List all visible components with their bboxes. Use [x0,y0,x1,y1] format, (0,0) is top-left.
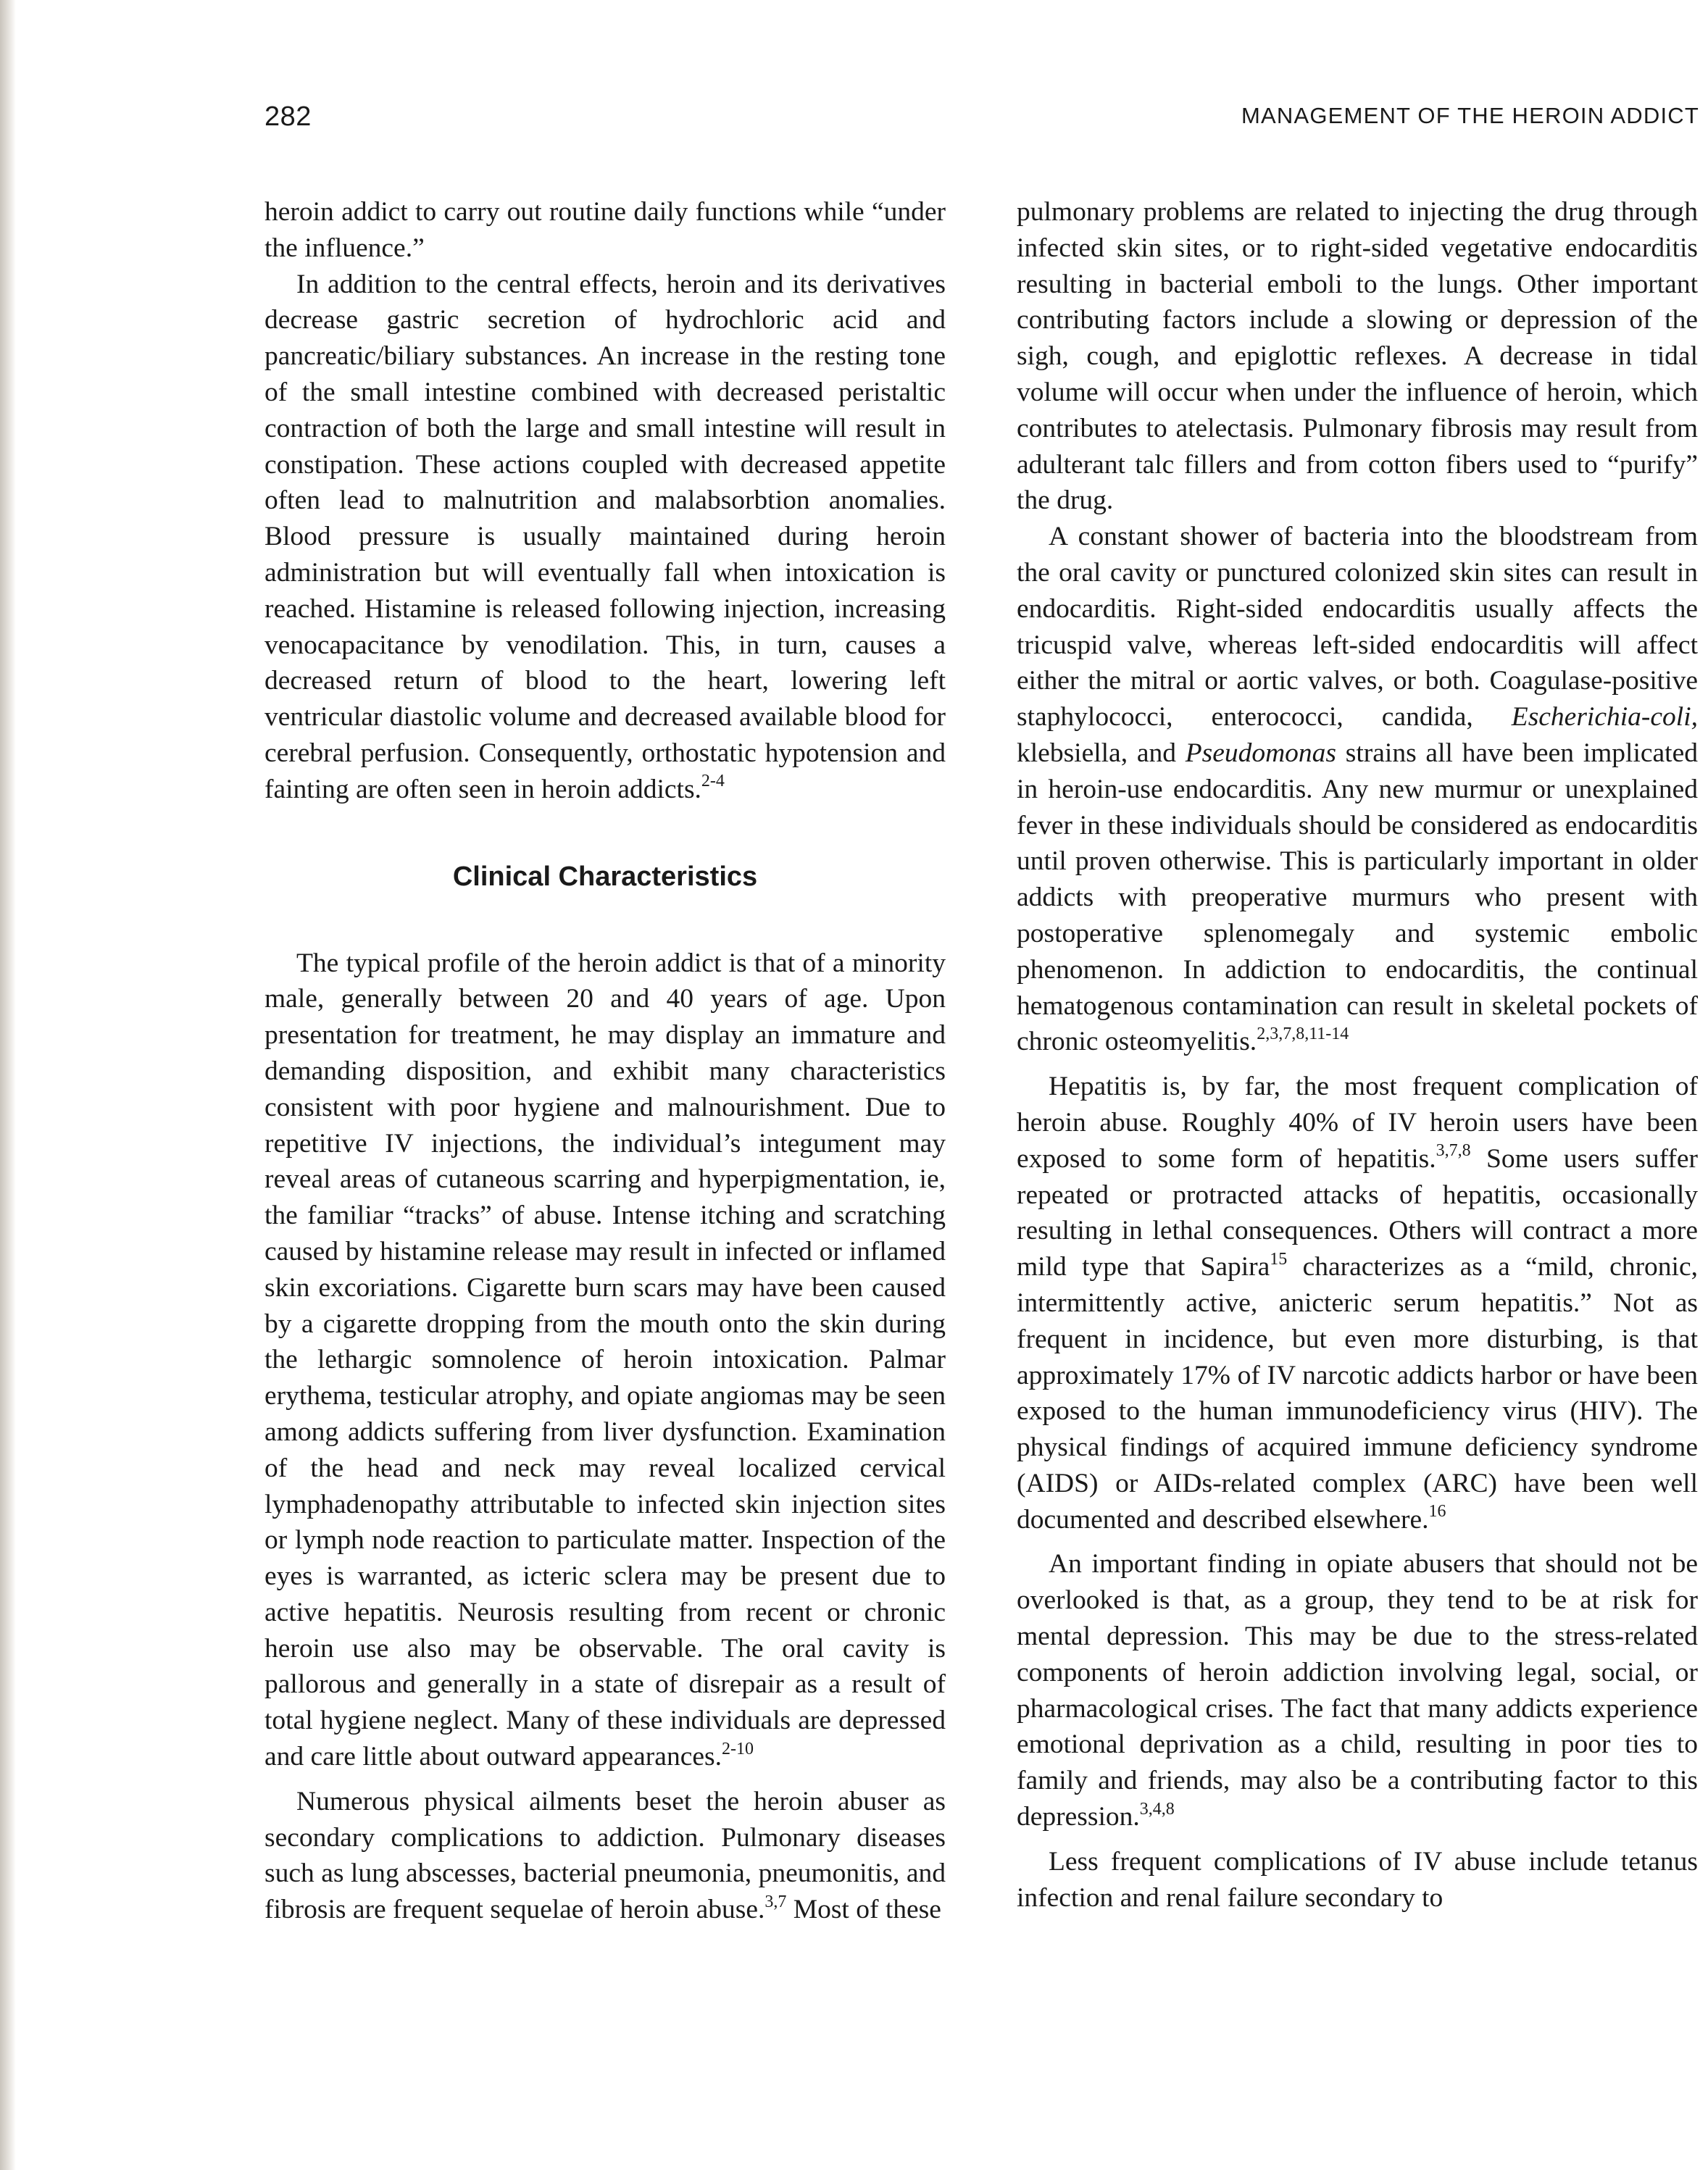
paragraph-text: strains all have been implicated in heroin-use endocarditis. Any new murmur or unexplained fever in these individuals should be considered as endocarditis until proven otherwise. This is particularly important in older addicts with preoperative murmurs who present with postoperative splenomegaly and systemic embolic phenomenon. In addiction to endocarditis, the continual hematogenous contamination can result in skeletal pockets of chronic osteomyelitis. [1017,738,1698,1057]
paragraph-text: Numerous physical ailments beset the heroin abuser as secondary complications to addiction. Pulmonary diseases such as lung abscesses, bacterial pneumonia, pneumonitis, and fibrosis are frequent sequelae of heroin abuse. [264,1786,946,1925]
paragraph-text: Less frequent complications of IV abuse include tetanus infection and renal failure secondary to [1017,1846,1698,1913]
section-heading: Clinical Characteristics [452,861,758,892]
paragraph-text: Hepatitis is, by far, the most frequent complication of heroin abuse. Roughly 40% of IV heroin users have been exposed to some form of hepatitis. [1017,1072,1698,1174]
left-column [264,194,946,1928]
page-number: 282 [264,101,312,132]
citation-ref: 3,7,8 [1436,1141,1471,1161]
citation-ref: 2-10 [721,1739,754,1758]
paragraph [264,267,946,808]
paragraph-text: A constant shower of bacteria into the bloodstream from the oral cavity or punctured colonized skin sites can result in endocarditis. Right-sided endocarditis usually affects the tricuspid valve, whereas left-sided endocarditis will affect either the mitral or aortic valves, or both. Coagulase-positive staphylococci, enterococci, candida, [1017,522,1698,733]
paragraph-text: heroin addict to carry out routine daily functions while “under the influence.” [264,197,946,263]
running-head [264,101,1699,138]
citation-ref: 15 [1270,1249,1288,1269]
paragraph-text: pulmonary problems are related to injecting the drug through infected skin sites, or to right-sided vegetative endocarditis resulting in bacterial emboli to the lungs. Other important contributing factors include a slowing or depression of the sigh, cough, and epiglottic reflexes. A decrease in tidal volume will occur when under the influence of heroin, which contributes to atelectasis. Pulmonary fibrosis may result from adulterant talc fillers and from cotton fibers used to “purify” the drug. [1017,197,1698,516]
paragraph [264,1784,946,1928]
italic-organism-name: Escherichia-coli, [1511,702,1698,733]
citation-ref: 3,4,8 [1139,1799,1175,1819]
page-edge-shadow [0,0,16,2170]
paragraph [1017,1069,1698,1537]
paragraph-text: Most of these [786,1895,941,1925]
citation-ref: 2,3,7,8,11-14 [1257,1024,1349,1043]
citation-ref: 16 [1428,1502,1446,1522]
paragraph [1017,1844,1698,1916]
paragraph [264,946,946,1775]
paragraph [1017,519,1698,1060]
paragraph-text: In addition to the central effects, heroin and its derivatives decrease gastric secretion of hydrochloric acid and pancreatic/biliary substances. An increase in the resting tone of the small intestine combined with decreased peristaltic contraction of both the large and small intestine will result in constipation. These actions coupled with decreased appetite often lead to malnutrition and malabsorbtion anomalies. Blood pressure is usually maintained during heroin administration but will eventually fall when intoxication is reached. Histamine is released following injection, increasing venocapacitance by venodilation. This, in turn, causes a decreased return of blood to the heart, lowering left ventricular diastolic volume and decreased available blood for cerebral perfusion. Consequently, orthostatic hypotension and fainting are often seen in heroin addicts. [264,269,946,804]
paragraph-text: characterizes as a “mild, chronic, intermittently active, anicteric serum hepatitis.” Not as frequent in incidence, but even more disturbing, is that approximately 17% of IV narcotic addicts harbor or have been exposed to the human immunodeficiency virus (HIV). The physical findings of acquired immune deficiency syndrome (AIDS) or AIDs-related complex (ARC) have been well documented and described elsewhere. [1017,1252,1698,1535]
italic-organism-name: Pseudomonas [1185,738,1337,768]
citation-ref: 3,7 [765,1892,787,1911]
citation-ref: 2-4 [701,772,725,791]
paragraph-text: klebsiella, and [1017,738,1186,768]
right-column [1017,194,1698,1916]
running-title: MANAGEMENT OF THE HEROIN ADDICT [1241,103,1699,128]
paragraph [264,194,946,267]
paragraph [1017,1546,1698,1835]
paragraph-text: The typical profile of the heroin addict is that of a minority male, generally between 20 and 40 years of age. Upon presentation for treatment, he may display an immature and demanding disposition, and exhibit many characteristics consistent with poor hygiene and malnourishment. Due to repetitive IV injections, the individual’s integument may reveal areas of cutaneous scarring and hyperpigmentation, ie, the familiar “tracks” of abuse. Intense itching and scratching caused by histamine release may result in infected or inflamed skin excoriations. Cigarette burn scars may have been caused by a cigarette dropping from the mouth onto the skin during the lethargic somnolence of heroin intoxication. Palmar erythema, testicular atrophy, and opiate angiomas may be seen among addicts suffering from liver dysfunction. Examination of the head and neck may reveal localized cervical lymphadenopathy attributable to infected skin injection sites or lymph node reaction to particulate matter. Inspection of the eyes is warranted, as icteric sclera may be present due to active hepatitis. Neurosis resulting from recent or chronic heroin use also may be observable. The oral cavity is pallorous and generally in a state of disrepair as a result of total hygiene neglect. Many of these individuals are depressed and care little about outward appearances. [264,948,946,1772]
paragraph [1017,194,1698,519]
paragraph-text: An important finding in opiate abusers that should not be overlooked is that, as a group, they tend to be at risk for mental depression. This may be due to the stress-related components of heroin addiction involving legal, social, or pharmacological crises. The fact that many addicts experience emotional deprivation as a child, resulting in poor ties to family and friends, may also be a contributing factor to this depression. [1017,1549,1698,1832]
paragraph-text: Some users suffer repeated or protracted attacks of hepatitis, occasionally resulting in lethal consequences. Others will contract a more mild type that Sapira [1017,1143,1698,1282]
